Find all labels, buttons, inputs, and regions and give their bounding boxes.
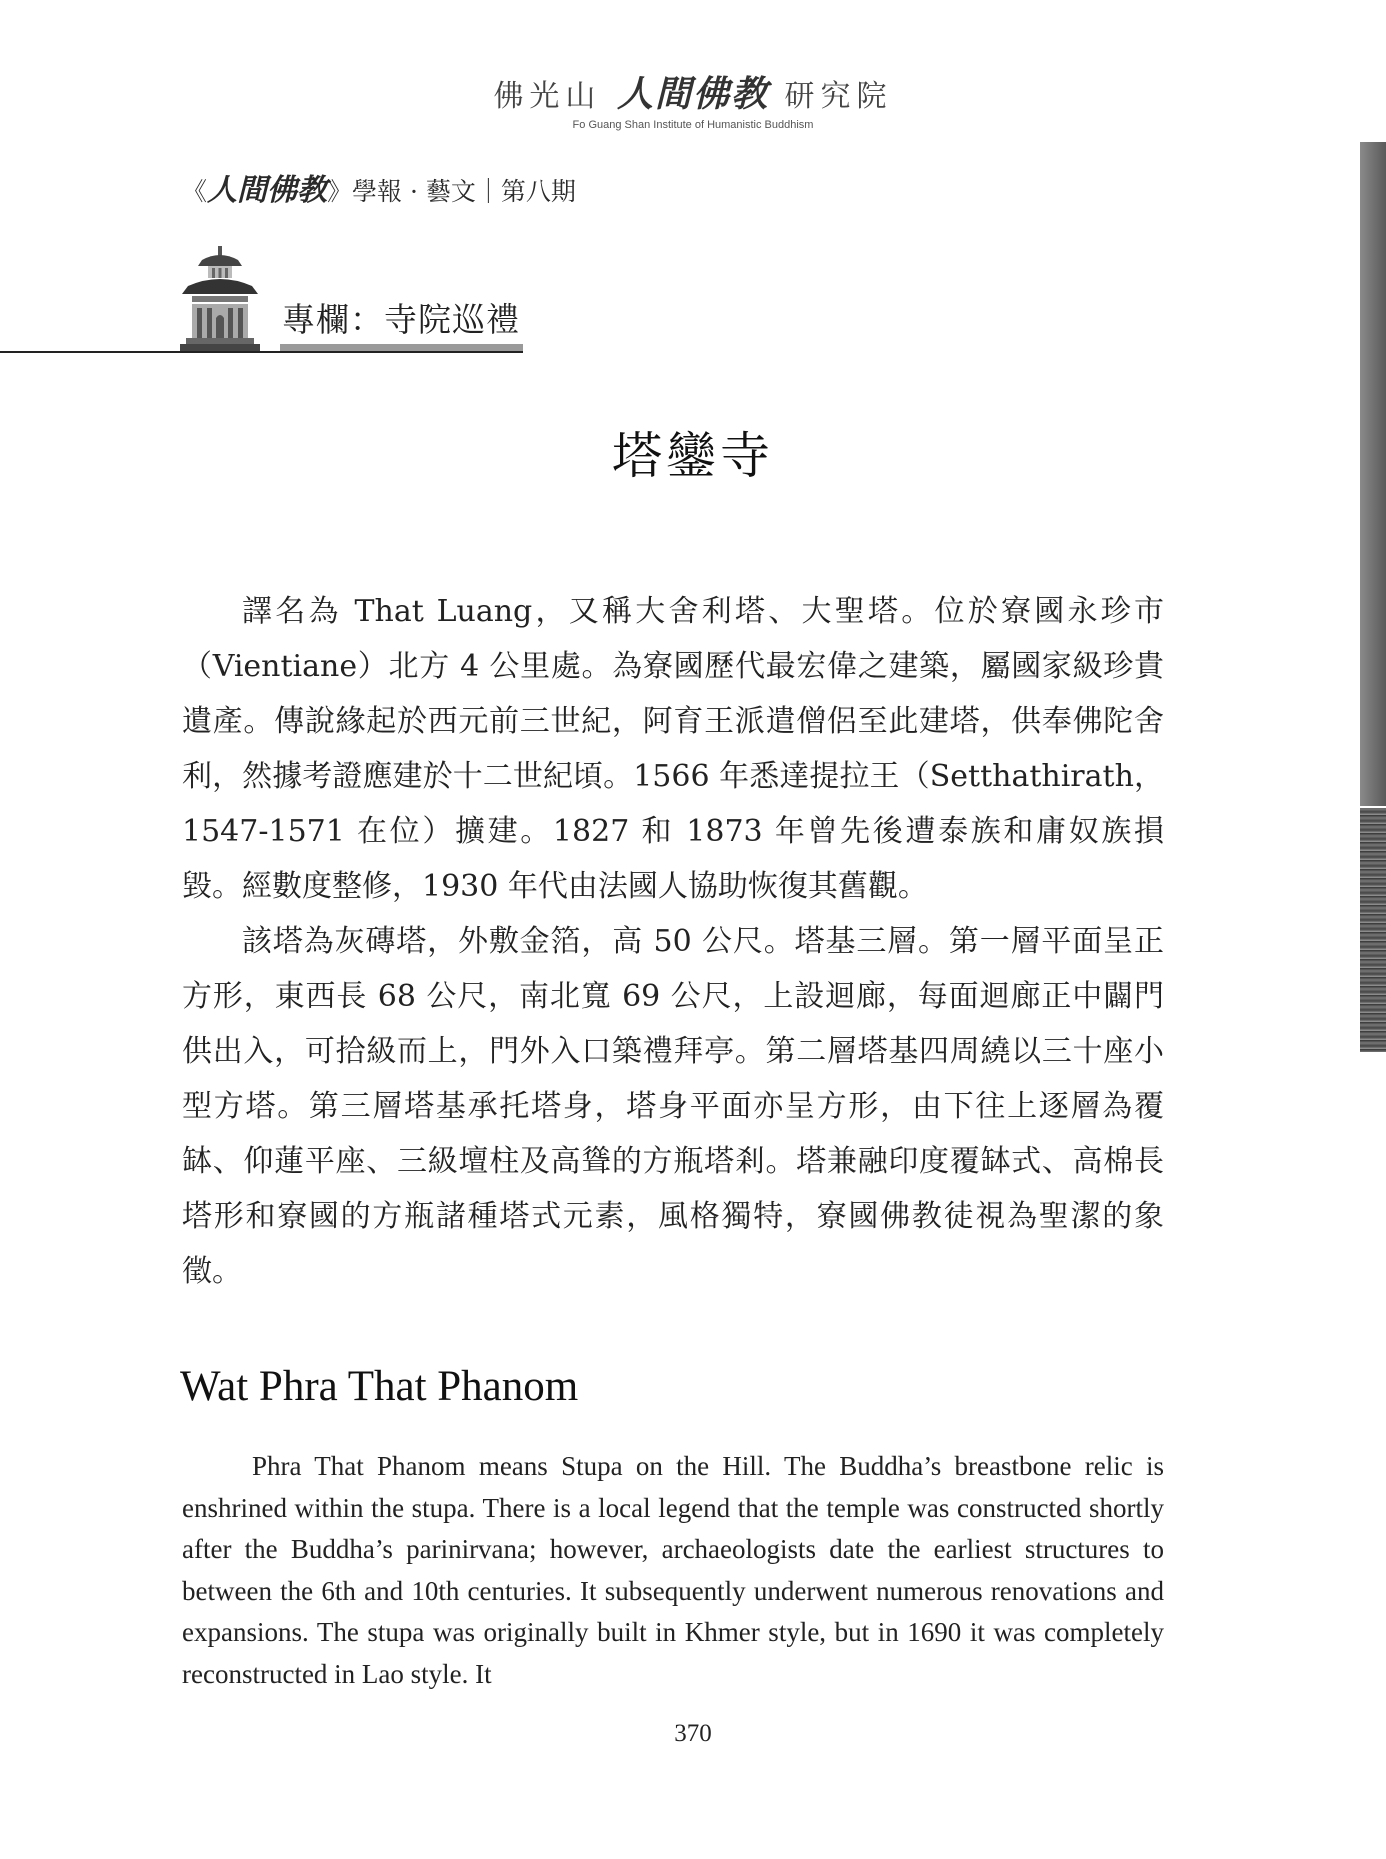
institute-name bbox=[0, 66, 1386, 117]
institute-suffix: 研究院 bbox=[784, 79, 893, 114]
journal-open-bracket: 《 bbox=[182, 177, 208, 206]
chinese-body bbox=[182, 584, 1164, 1299]
english-heading: Wat Phra That Phanom bbox=[180, 1363, 579, 1410]
article-title: 塔鑾寺 bbox=[612, 427, 774, 485]
side-tab-notch bbox=[1360, 806, 1386, 808]
zh-paragraph-1: 譯名為 That Luang，又稱大舍利塔、大聖塔。位於寮國永珍市（Vientiane）北方 4 公里處。為寮國歷代最宏偉之建築，屬國家級珍貴遺產。傳說緣起於西元前三世紀，阿育王派遣僧侶至此建塔，供奉佛陀舍利，然據考證應建於十二世紀頃。1566 年悉達提拉王（Setthathirath，1547-1571 在位）擴建。1827 和 1873 年曾先後遭泰族和庸奴族損毀。經數度整修，1930 年代由法國人協助恢復其舊觀。 bbox=[182, 594, 1164, 904]
page-number: 370 bbox=[674, 1720, 712, 1747]
column-label: 專欄：寺院巡禮 bbox=[282, 300, 520, 339]
journal-calligraphy: 人間佛教 bbox=[207, 173, 328, 208]
header-rule bbox=[0, 351, 523, 353]
side-thumb-tab bbox=[1360, 142, 1386, 1052]
side-tab-photo bbox=[1360, 806, 1386, 1052]
journal-issue: 》學報 · 藝文｜第八期 bbox=[327, 177, 576, 206]
journal-title bbox=[182, 165, 576, 209]
institute-prefix: 佛光山 bbox=[493, 79, 602, 114]
en-paragraph-1: Phra That Phanom means Stupa on the Hill. The Buddha’s breastbone relic is enshrined within the stupa. There is a local legend that the temple was constructed shortly after the Buddha’s parinirvana; however, archaeologists date the earliest structures to between the 6th and 10th centuries. It subsequently underwent numerous renovations and expansions. The stupa was originally built in Khmer style, but in 1690 it was completely reconstructed in Lao style. It bbox=[182, 1451, 1164, 1689]
english-body bbox=[182, 1446, 1164, 1695]
institute-english-name: Fo Guang Shan Institute of Humanistic Buddhism bbox=[572, 119, 814, 131]
zh-paragraph-2: 該塔為灰磚塔，外敷金箔，高 50 公尺。塔基三層。第一層平面呈正方形，東西長 68 公尺，南北寬 69 公尺，上設迴廊，每面迴廊正中闢門供出入，可拾級而上，門外入口築禮拜亭。第二層塔基四周繞以三十座小型方塔。第三層塔基承托塔身，塔身平面亦呈方形，由下往上逐層為覆缽、仰蓮平座、三級壇柱及高聳的方瓶塔剎。塔兼融印度覆缽式、高棉長塔形和寮國的方瓶諸種塔式元素，風格獨特，寮國佛教徒視為聖潔的象徵。 bbox=[182, 924, 1164, 1289]
institute-header bbox=[0, 66, 1386, 131]
institute-calligraphy: 人間佛教 bbox=[616, 73, 769, 115]
pagoda-icon bbox=[180, 246, 260, 352]
column-label-underline bbox=[280, 344, 523, 351]
